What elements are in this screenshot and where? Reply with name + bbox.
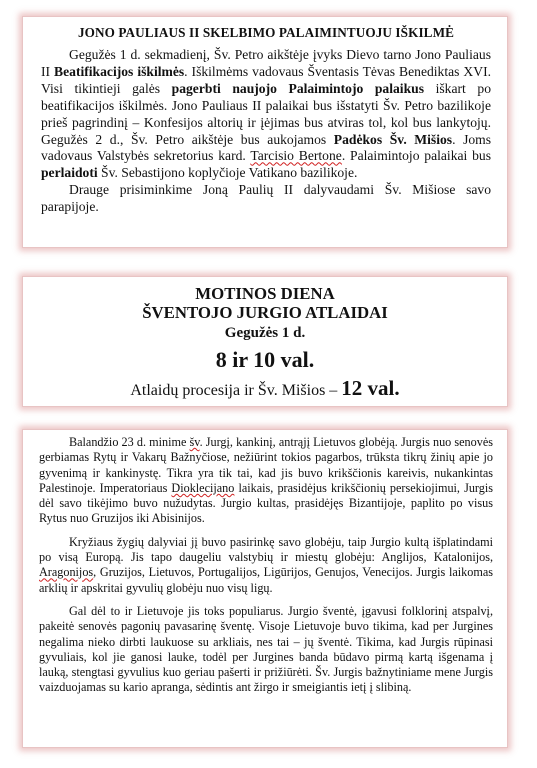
text-run: Gegužės 1 d. sekmadienį, Šv. Petro aikštėje įvyks Dievo tarno Jono Pauliaus II bbox=[41, 47, 491, 79]
beatification-announcement-box bbox=[22, 16, 508, 248]
mass-times: 8 ir 10 val. bbox=[215, 347, 315, 372]
article-paragraph bbox=[39, 435, 493, 527]
procession-label: Atlaidų procesija ir Šv. Mišios – bbox=[130, 382, 342, 399]
beatification-text bbox=[41, 47, 491, 216]
mothers-day-feast-box bbox=[22, 276, 508, 407]
bold-phrase: perlaidoti bbox=[41, 165, 98, 181]
spellcheck-underlined-word: Dioklecijano bbox=[171, 480, 235, 495]
text-run: , Gruzijos, Lietuvos, Portugalijos, Ligūrijos, Genujos, Venecijos. Jurgis laikomas arklių ir apskritai gyvulių globėju nuo visų ligų. bbox=[39, 565, 493, 595]
text-run: iškart po beatifikacijos iškilmės. Jono Pauliaus II palaikai bus išstatyti Šv. Petro bazilikoje prieš pagrindinį – Konfesijos altorių ir įėjimas bus atviras tol, kol bus lankytojų. Gegužės 2 d., Šv. Petro aikštėje bus aukojamos bbox=[41, 80, 491, 147]
text-run: . Joms vadovaus Valstybės sekretorius kard. bbox=[41, 131, 492, 164]
text-run: . Palaimintojo palaikai bus bbox=[341, 148, 492, 164]
mothers-day-heading: MOTINOS DIENA bbox=[195, 284, 335, 303]
beatification-paragraph-2: Drauge prisiminkime Joną Paulių II dalyvaudami Šv. Mišiose savo parapijoje. bbox=[41, 182, 491, 215]
spellcheck-underlined-word: Tarcisio Bertone bbox=[250, 148, 342, 164]
spellcheck-underlined-word: šv bbox=[189, 435, 200, 449]
bold-phrase: pagerbti naujojo Palaimintojo palaikus bbox=[171, 80, 424, 96]
text-run: Balandžio 23 d. minime bbox=[69, 435, 190, 449]
bold-phrase: Padėkos Šv. Mišios bbox=[333, 131, 453, 147]
procession-line bbox=[33, 375, 497, 404]
text-run: . Iškilmėms vadovaus Šventasis Tėvas Benediktas XVI. Visi tikintieji galės bbox=[41, 63, 491, 96]
saint-george-article-box bbox=[22, 429, 508, 748]
article-paragraph bbox=[39, 604, 493, 696]
bold-phrase: Beatifikacijos iškilmės bbox=[54, 63, 185, 79]
spellcheck-underlined-word: Aragonijos bbox=[39, 565, 94, 580]
saint-george-text bbox=[39, 435, 493, 696]
beatification-paragraph-1 bbox=[41, 47, 491, 182]
article-paragraph bbox=[39, 535, 493, 596]
text-run: . Jurgį, kankinį, antrąjį Lietuvos globėją. Jurgis nuo senovės gerbiamas Rytų ir Vakarų Bažnyčiose, nežiūrint tokios pagarbos, trūksta tikrų žinių apie jo gyvenimą ir kankinystę. Tikra yra tik tai, kad jis buvo krikščionis kareivis, nukankintas Palestinoje. Imperatoriaus bbox=[39, 435, 493, 495]
feast-heading: ŠVENTOJO JURGIO ATLAIDAI bbox=[142, 303, 388, 322]
procession-time: 12 val. bbox=[341, 376, 400, 400]
text-run: laikais, prasidėjus krikščionių persekiojimui, Jurgis dėl savo tikėjimo buvo nužudytas. Jurgio kultas, prasidėjęs Bizantijoje, paplito po visus Rytus nuo Gruzijos iki Abisinijos. bbox=[39, 480, 493, 526]
feast-date: Gegužės 1 d. bbox=[224, 325, 306, 341]
text-run: Šv. Sebastijono koplyčioje Vatikano bazilikoje. bbox=[97, 165, 358, 181]
text-run: Kryžiaus žygių dalyviai jį buvo pasirinkę savo globėju, taip Jurgio kultą išplatindami po visą Europą. Jis tapo daugeliu valstybių ir miestų globėju: Anglijos, Katalonijos, bbox=[39, 534, 493, 565]
beatification-title: JONO PAULIAUS II SKELBIMO PALAIMINTUOJU IŠKILMĖ bbox=[77, 25, 455, 40]
text-run: Gal dėl to ir Lietuvoje jis toks populiarus. Jurgio šventė, įgavusi folklorinį atspalvį, pakeitė senovės pagonių pavasarinę šventę. Visoje Lietuvoje buvo tikima, kad per Jurgines negalima nieko dirbti laukuose su arkliais, nes tai – jų šventė. Tikima, kad Jurgis rūpinasi gyvuliais, kol jie ganosi lauke, todėl per Jurgines banda būdavo pirmą kartą išgenama į lauką, stengtasi gyvulius kuo geriau pašerti ir prižiūrėti. Šv. Jurgis bažnytiniame mene Jurgis vaizduojamas su kario apranga, sėdintis ant žirgo ir smeigiantis ietį į slibiną. bbox=[39, 603, 493, 695]
